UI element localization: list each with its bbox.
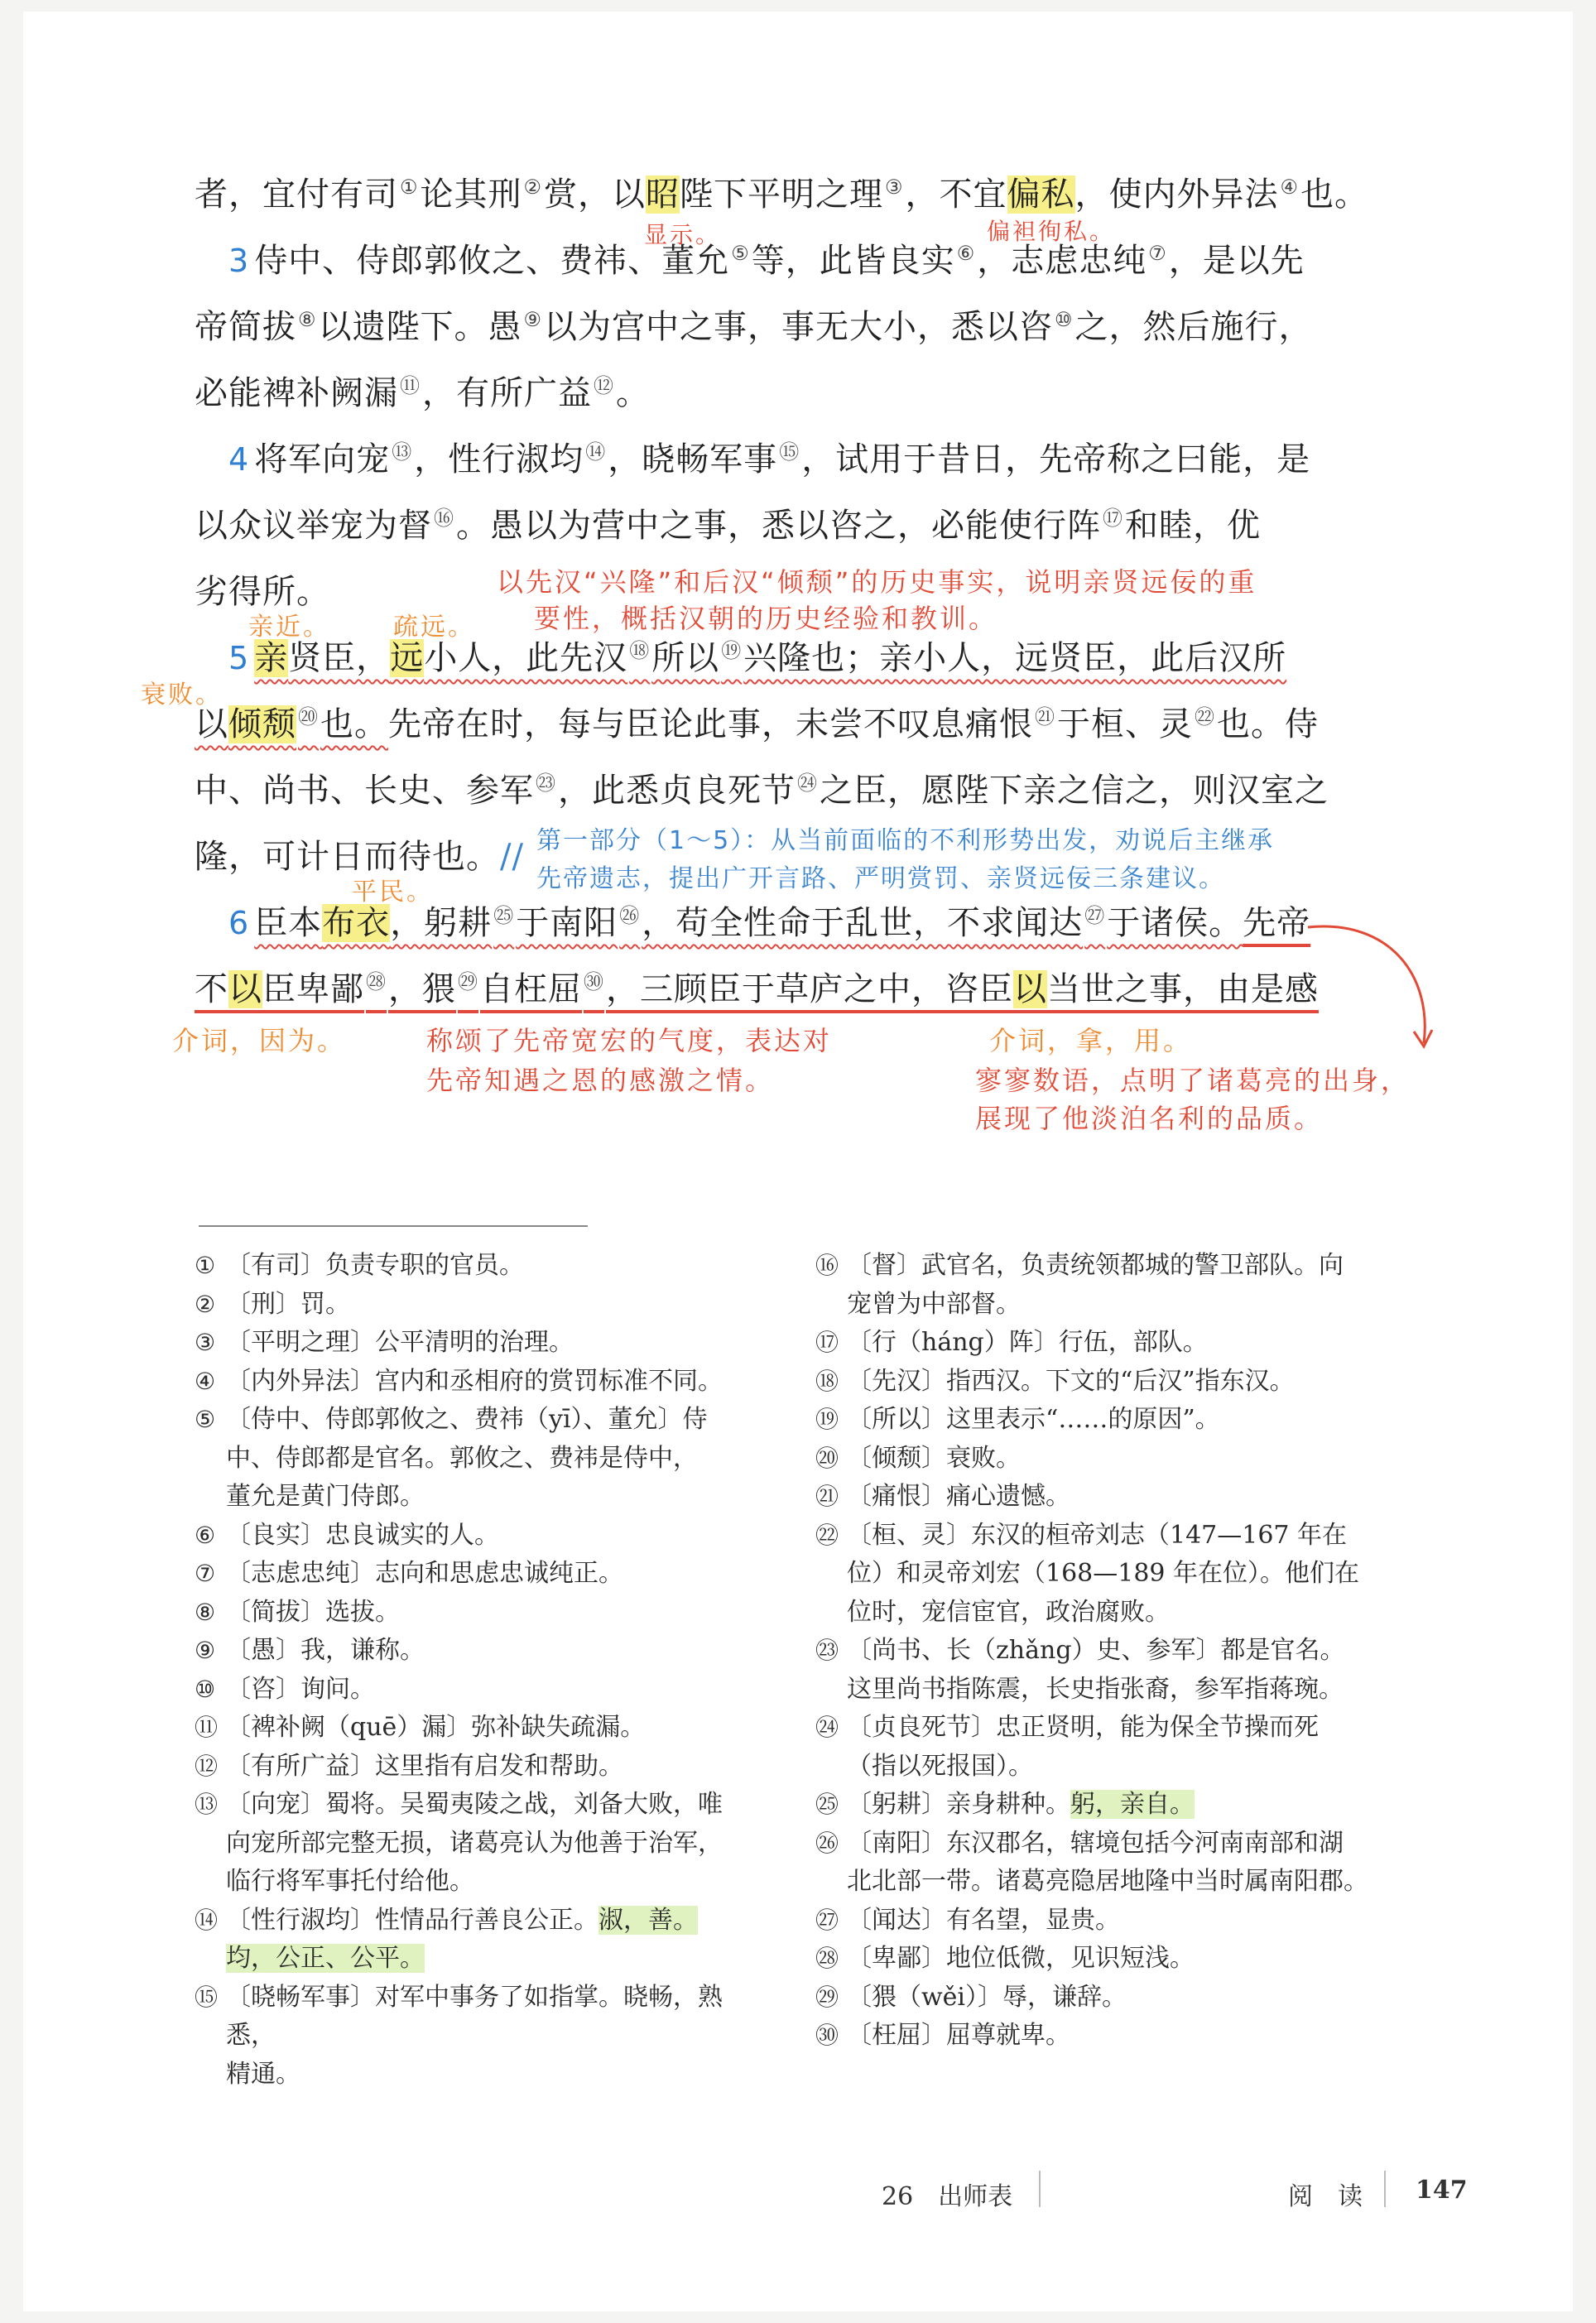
page-number: 147: [1416, 2176, 1468, 2205]
text-line: 5 亲贤臣，远小人，此先汉⑱所以⑲兴隆也；亲小人，远贤臣，此后汉所: [228, 638, 1287, 677]
annotation-jieci-yinwei: 介词，因为。: [172, 1025, 347, 1056]
footnotes-left: [195, 1247, 757, 2094]
annotation-part-one-1: 第一部分（1～5）：从当前面临的不利形势出发，劝说后主继承: [536, 826, 1275, 855]
footnote-continuation: （指以死报国）。: [847, 1751, 1033, 1781]
footnote-item: [815, 1902, 1395, 1941]
footnote-item: [195, 1324, 757, 1363]
footnote-item: [195, 1902, 757, 1979]
footnote-number: ㉒: [815, 1521, 839, 1549]
text-line: 以众议举宠为督⑯。愚以为营中之事，悉以咨之，必能使行阵⑰和睦，优: [195, 506, 1261, 545]
text-line: 帝简拔⑧以遗陛下。愚⑨以为宫中之事，事无大小，悉以咨⑩之，然后施行，: [195, 307, 1313, 346]
text-line: 4 将军向宠⑬，性行淑均⑭，晓畅军事⑮，试用于昔日，先帝称之曰能，是: [228, 440, 1311, 479]
footnote-item: [195, 1979, 757, 2095]
footnote-item: [195, 1517, 757, 1556]
footnote-item: [815, 1517, 1395, 1633]
annotation-shuyuan: 疏远。: [393, 613, 475, 642]
text-line: 不以臣卑鄙$^㉘$，猥$^㉙$自枉屈$^㉚$，三顾臣于草庐之中，咨臣以当世之事，由是感: [195, 969, 1319, 1008]
annotation-praise-2: 先帝知遇之恩的感激之情。: [426, 1065, 775, 1096]
footnote-text: 〔愚〕我，谦称。: [226, 1636, 425, 1665]
footnote-item: [195, 1286, 757, 1325]
footnote-continuation: 这里尚书指陈震，长史指张裔，参军指蒋琬。: [847, 1674, 1344, 1704]
annotation-praise-1: 称颂了先帝宽宏的气度，表达对: [426, 1025, 833, 1056]
footnote-number: ⑯: [815, 1252, 839, 1279]
footer-lesson-title: 26 出师表: [882, 2182, 1013, 2211]
footnote-number: ⑪: [195, 1714, 219, 1741]
paragraph-number: 3: [228, 243, 250, 279]
footnote-text: 〔南阳〕东汉郡名，辖境包括今河南南部和湖: [847, 1828, 1344, 1858]
footnote-text: 〔平明之理〕公平清明的治理。: [226, 1328, 574, 1357]
footnote-number: ㉖: [815, 1829, 839, 1857]
footnote-number: ④: [195, 1367, 216, 1395]
annotation-jieci-na: 介词，拿，用。: [989, 1025, 1193, 1056]
footnote-text: 〔性行淑均〕性情品行善良公正。: [226, 1905, 598, 1935]
annotation-shuaibai: 衰败。: [141, 681, 223, 709]
paragraph-number: 5: [228, 640, 250, 676]
footer-section: 阅 读: [1288, 2182, 1363, 2211]
footnote-text: 〔闻达〕有名望，显贵。: [847, 1905, 1120, 1935]
footnote-continuation: 向宠所部完整无损，诸葛亮认为他善于治军，: [226, 1828, 723, 1858]
footnote-continuation: 董允是黄门侍郎。: [226, 1482, 425, 1511]
text-line: 中、尚书、长史、参军$^㉓$，此悉贞良死节$^㉔$之臣，愿陛下亲之信之，则汉室之: [195, 771, 1329, 810]
footnote-item: [195, 1671, 757, 1710]
footnote-number: ⑰: [815, 1329, 839, 1356]
footnote-item: [815, 1979, 1395, 2018]
footnote-continuation: 位）和灵帝刘宏（168—189 年在位）。他们在: [847, 1559, 1360, 1588]
text-line: 以倾颓⑳也。先帝在时，每与臣论此事，未尝不叹息痛恨$^㉑$于桓、灵$^㉒$也。侍: [195, 705, 1319, 743]
footnote-number: ㉙: [815, 1983, 839, 2011]
footnote-item: [815, 1247, 1395, 1324]
footnote-number: ㉚: [815, 2022, 839, 2049]
text-line: 者，宜付有司①论其刑②赏，以昭陛下平明之理③，不宜偏私，使内外异法④也。: [195, 175, 1369, 214]
footnote-number: ③: [195, 1329, 216, 1356]
footnote-number: ⑥: [195, 1521, 216, 1549]
footnote-item: [195, 1363, 757, 1402]
footnote-item: [195, 1594, 757, 1633]
annotation-summary-2: 要性，概括汉朝的历史经验和教训。: [534, 603, 998, 634]
footnote-text: 〔裨补阙（quē）漏〕弥补缺失疏漏。: [226, 1713, 646, 1742]
footnote-number: ①: [195, 1252, 216, 1279]
footnote-text: 〔行（háng）阵〕行伍，部队。: [847, 1328, 1208, 1357]
footnotes-right: [815, 1247, 1395, 2056]
text-line: 3 侍中、侍郎郭攸之、费祎、董允⑤等，此皆良实⑥，志虑忠纯⑦，是以先: [228, 241, 1305, 280]
text-line: 6 臣本布衣，躬耕$^㉕$于南阳$^㉖$，苟全性命于乱世，不求闻达$^㉗$于诸侯。先帝: [228, 903, 1311, 942]
footnote-item: [195, 1709, 757, 1748]
footnote-number: ⑭: [195, 1906, 219, 1934]
footnote-text: 〔先汉〕指西汉。下文的“后汉”指东汉。: [847, 1366, 1295, 1396]
text-line: 隆，可计日而待也。//: [195, 838, 524, 876]
footnote-text: 〔枉屈〕屈尊就卑。: [847, 2021, 1070, 2050]
footnote-item: [815, 1786, 1395, 1825]
footnote-text: 〔晓畅军事〕对军中事务了如指掌。晓畅，熟悉，: [226, 1982, 723, 2050]
annotation-few-words-1: 寥寥数语，点明了诸葛亮的出身，: [975, 1065, 1411, 1096]
footnote-continuation: 精通。: [226, 2059, 300, 2089]
footnote-item: [815, 1825, 1395, 1902]
footnote-number: ⑮: [195, 1983, 219, 2011]
footnote-item: [815, 2017, 1395, 2056]
footnote-item: [815, 1324, 1395, 1363]
annotation-xianshi: 显示。: [644, 221, 722, 248]
highlight-word: 偏私: [1007, 176, 1075, 214]
section-divider-mark: //: [500, 838, 524, 876]
footnote-text: 〔有司〕负责专职的官员。: [226, 1251, 524, 1280]
footnote-highlight: 均，公正、公平。: [226, 1944, 425, 1973]
footnote-item: [195, 1555, 757, 1594]
footnote-number: ⑱: [815, 1367, 839, 1395]
footnote-item: [815, 1363, 1395, 1402]
footnote-item: [815, 1478, 1395, 1517]
footnote-text: 〔咨〕询问。: [226, 1674, 375, 1704]
footnote-number: ⑲: [815, 1406, 839, 1433]
footnote-text: 〔倾颓〕衰败。: [847, 1443, 1021, 1473]
footnote-number: ⑨: [195, 1637, 216, 1664]
footnote-text: 〔督〕武官名，负责统领都城的警卫部队。向: [847, 1251, 1344, 1280]
footnote-item: [195, 1748, 757, 1787]
footnote-number: ㉘: [815, 1945, 839, 1972]
footnote-text: 〔痛恨〕痛心遗憾。: [847, 1482, 1070, 1511]
footnote-number: ⑩: [195, 1675, 216, 1703]
annotation-summary-1: 以先汉“兴隆”和后汉“倾颓”的历史事实，说明亲贤远佞的重: [497, 566, 1257, 598]
footnote-number: ⑦: [195, 1560, 216, 1587]
highlight-word: 倾颓: [228, 705, 296, 743]
annotation-few-words-2: 展现了他淡泊名利的品质。: [975, 1103, 1324, 1134]
highlight-word: 以: [1013, 970, 1047, 1008]
footnote-text: 〔志虑忠纯〕志向和思虑忠诚纯正。: [226, 1559, 623, 1588]
footnote-number: ㉓: [815, 1637, 839, 1664]
footnote-highlight: 淑，善。: [598, 1905, 698, 1935]
highlight-word: 亲: [254, 639, 289, 677]
footnote-number: ⑤: [195, 1406, 216, 1433]
footnote-text: 〔尚书、长（zhǎng）史、参军〕都是官名。: [847, 1636, 1345, 1665]
footnote-text: 〔有所广益〕这里指有启发和帮助。: [226, 1751, 623, 1781]
footnote-item: [815, 1940, 1395, 1979]
footnote-text: 〔贞良死节〕忠正贤明，能为保全节操而死: [847, 1713, 1319, 1742]
footnote-item: [195, 1632, 757, 1671]
text-line: 劣得所。: [195, 573, 330, 611]
annotation-piantan: 偏袒徇私。: [987, 218, 1116, 245]
footnote-text: 〔猥（wěi）〕辱，谦辞。: [847, 1982, 1127, 2012]
footnote-text: 〔侍中、侍郎郭攸之、费祎（yī）、董允〕侍: [226, 1405, 708, 1434]
footnote-item: [815, 1632, 1395, 1709]
annotation-pingmin: 平民。: [352, 878, 434, 907]
footnote-continuation: 位时，宠信宦官，政治腐败。: [847, 1597, 1170, 1627]
footnote-text: 〔所以〕这里表示“……的原因”。: [847, 1405, 1220, 1434]
paragraph-number: 4: [228, 441, 250, 478]
footnote-item: [815, 1401, 1395, 1440]
footnote-number: ⑬: [195, 1791, 219, 1818]
footnote-text: 〔躬耕〕亲身耕种。: [847, 1790, 1070, 1819]
footnote-number: ㉑: [815, 1483, 839, 1510]
footnote-continuation: 临行将军事托付给他。: [226, 1867, 474, 1896]
footnote-continuation: 北北部一带。诸葛亮隐居地隆中当时属南阳郡。: [847, 1867, 1368, 1896]
annotation-qinjin: 亲近。: [248, 613, 330, 642]
footnote-item: [195, 1247, 757, 1286]
highlight-word: 以: [228, 970, 262, 1008]
highlight-word: 远: [390, 639, 425, 677]
footer-divider: [1039, 2171, 1041, 2207]
footnote-number: ②: [195, 1290, 216, 1318]
footnote-item: [815, 1709, 1395, 1786]
footnote-item: [195, 1786, 757, 1902]
text-line: 必能裨补阙漏⑪，有所广益⑫。: [195, 373, 650, 412]
footer-divider: [1384, 2171, 1386, 2207]
footnote-text: 〔良实〕忠良诚实的人。: [226, 1520, 499, 1550]
footnote-text: 〔向宠〕蜀将。吴蜀夷陵之战，刘备大败，唯: [226, 1790, 723, 1819]
footnote-number: ㉗: [815, 1906, 839, 1934]
footnote-text: 〔卑鄙〕地位低微，见识短浅。: [847, 1944, 1195, 1973]
annotation-arrow-icon: [1291, 911, 1457, 1060]
footnote-number: ⑫: [195, 1752, 219, 1780]
highlight-word: 昭: [646, 176, 680, 214]
footnote-item: [195, 1401, 757, 1517]
footnote-text: 〔桓、灵〕东汉的桓帝刘志（147—167 年在: [847, 1520, 1348, 1550]
footnote-number: ⑧: [195, 1598, 216, 1626]
footnote-number: ⑳: [815, 1444, 839, 1472]
footnote-text: 〔简拔〕选拔。: [226, 1597, 400, 1627]
footnote-continuation: 中、侍郎都是官名。郭攸之、费祎是侍中，: [226, 1443, 698, 1473]
footnote-highlight: 躬，亲自。: [1070, 1790, 1195, 1819]
footnote-item: [815, 1440, 1395, 1479]
footnote-text: 〔内外异法〕宫内和丞相府的赏罚标准不同。: [226, 1366, 723, 1396]
footnote-text: 〔刑〕罚。: [226, 1289, 350, 1319]
footnote-divider: [199, 1225, 588, 1227]
footnote-number: ㉔: [815, 1714, 839, 1741]
annotation-part-one-2: 先帝遗志，提出广开言路、严明赏罚、亲贤远佞三条建议。: [536, 864, 1225, 893]
footnote-continuation: 宠曾为中部督。: [847, 1289, 1021, 1319]
highlight-word: 布衣: [322, 904, 391, 942]
footnote-number: ㉕: [815, 1791, 839, 1818]
paragraph-number: 6: [228, 905, 250, 941]
